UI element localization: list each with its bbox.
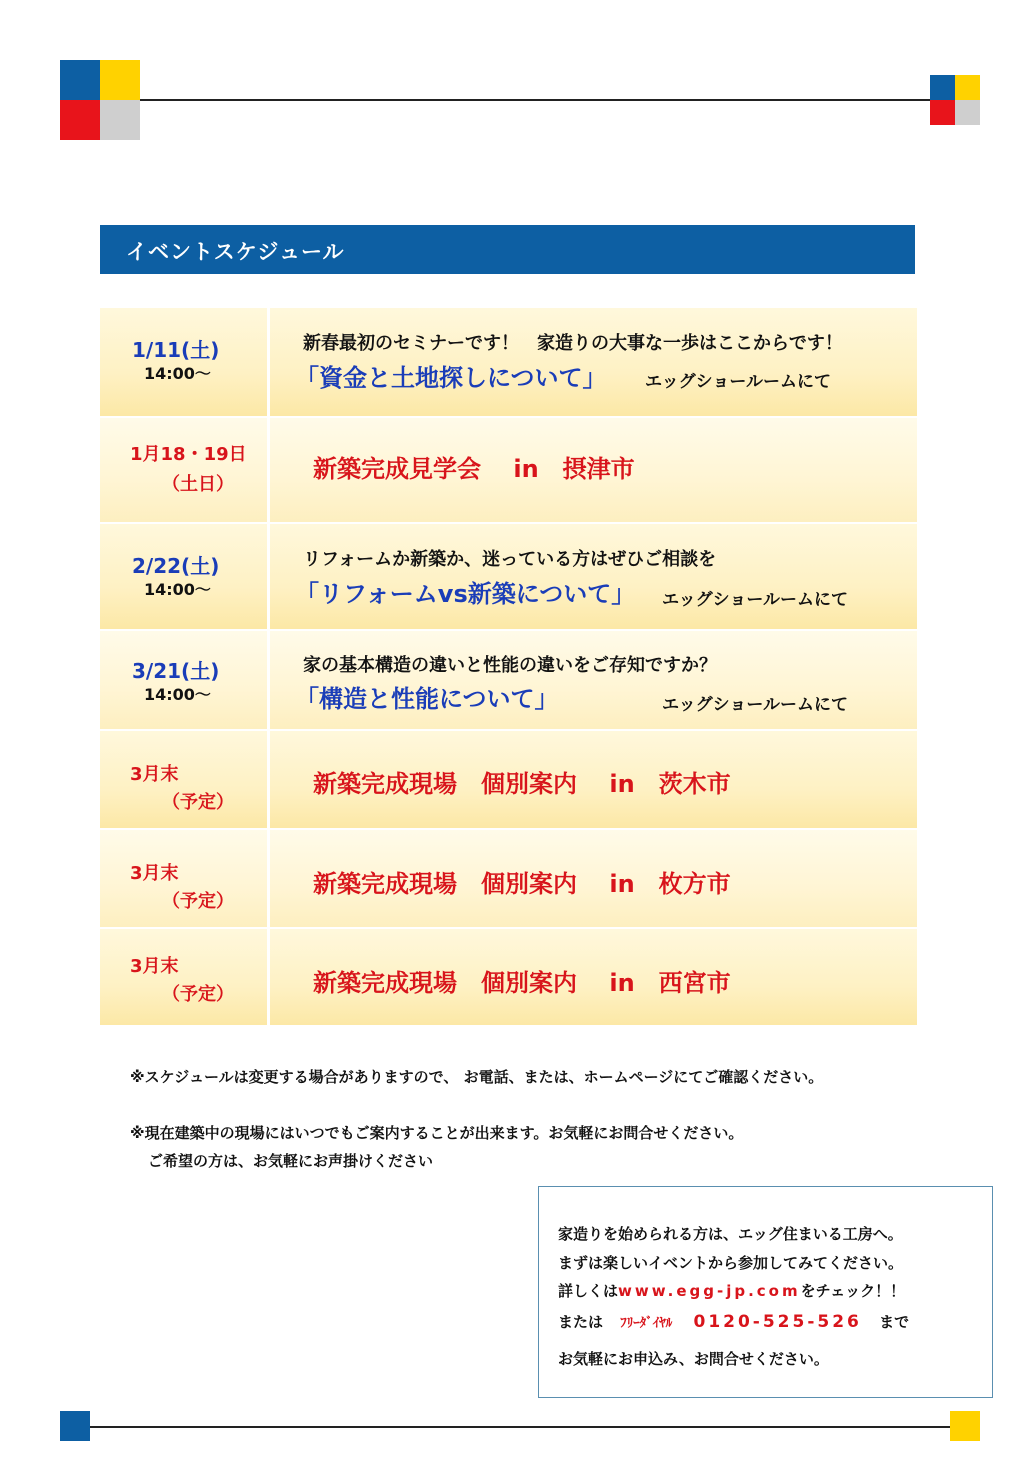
- info-line-2: まずは楽しいイベントから参加してみてください。: [558, 1254, 904, 1272]
- website-link[interactable]: www.egg-jp.com: [618, 1282, 801, 1300]
- section-title: イベントスケジュール: [126, 240, 345, 264]
- event-name: 新築完成現場 個別案内 in 枚方市: [313, 870, 731, 898]
- site-visit-note: ※現在建築中の現場にはいつでもご案内することが出来ます。お気軽にお問合せください。: [130, 1124, 744, 1142]
- row-divider: [267, 524, 270, 629]
- event-time: （予定）: [162, 984, 234, 1005]
- info-line-4-prefix: または: [558, 1313, 604, 1331]
- phone-number[interactable]: 0120-525-526: [693, 1312, 862, 1332]
- event-name: 新築完成現場 個別案内 in 西宮市: [313, 969, 731, 997]
- deco-square-gray-tr: [955, 100, 980, 125]
- top-rule: [140, 99, 930, 101]
- event-date: 1/11(土): [132, 338, 220, 362]
- event-time: （予定）: [162, 891, 234, 912]
- row-divider: [267, 731, 270, 828]
- info-box: [538, 1186, 993, 1398]
- event-date: 2/22(土): [132, 554, 220, 578]
- bottom-rule: [90, 1426, 950, 1428]
- event-description: 家の基本構造の違いと性能の違いをご存知ですか？: [303, 655, 717, 676]
- event-time: 14:00～: [144, 685, 211, 704]
- row-divider: [267, 631, 270, 729]
- schedule-note: ※スケジュールは変更する場合がありますので、 お電話、または、ホームページにてご確認ください。: [130, 1068, 824, 1086]
- info-line-3-prefix: 詳しくは: [558, 1282, 619, 1300]
- event-name: 新築完成現場 個別案内 in 茨木市: [313, 770, 731, 798]
- event-time: （土日）: [162, 474, 234, 495]
- event-title: 「リフォームvs新築について」: [295, 580, 636, 608]
- deco-square-gray-tl: [100, 100, 140, 140]
- event-venue: エッグショールームにて: [662, 695, 848, 715]
- deco-square-red-tl: [60, 100, 100, 140]
- row-divider: [267, 830, 270, 927]
- deco-square-yellow-tl: [100, 60, 140, 100]
- info-line-3-suffix: をチェック！！: [800, 1282, 906, 1300]
- info-line-5: お気軽にお申込み、お問合せください。: [558, 1350, 829, 1368]
- event-time: （予定）: [162, 792, 234, 813]
- event-title: 「資金と土地探しについて」: [295, 364, 607, 392]
- event-row-3: [100, 524, 917, 629]
- section-header: [100, 225, 915, 274]
- event-time: 14:00～: [144, 580, 211, 599]
- event-venue: エッグショールームにて: [662, 590, 848, 610]
- event-time: 14:00～: [144, 364, 211, 383]
- deco-square-yellow-tr: [955, 75, 980, 100]
- event-row-4: [100, 631, 917, 729]
- event-description: 新春最初のセミナーです！ 家造りの大事な一歩はここからです！: [303, 333, 843, 354]
- event-date: 3/21(土): [132, 659, 220, 683]
- event-description: リフォームか新築か、迷っている方はぜひご相談を: [303, 549, 717, 570]
- row-divider: [267, 418, 270, 522]
- row-divider: [267, 929, 270, 1025]
- event-venue: エッグショールームにて: [645, 372, 831, 392]
- info-line-4: [558, 1311, 909, 1332]
- event-row-2: [100, 418, 917, 522]
- event-name: 新築完成見学会 in 摂津市: [313, 455, 635, 483]
- event-date: 1月18・19日: [130, 444, 247, 465]
- info-line-1: 家造りを始められる方は、エッグ住まいる工房へ。: [558, 1225, 903, 1243]
- event-date: 3月末: [130, 764, 179, 785]
- event-date: 3月末: [130, 863, 179, 884]
- deco-square-blue-tl: [60, 60, 100, 100]
- row-divider: [267, 308, 270, 416]
- event-row-7: [100, 929, 917, 1025]
- event-title: 「構造と性能について」: [295, 685, 559, 713]
- info-line-4-suffix: まで: [879, 1313, 910, 1331]
- deco-square-red-tr: [930, 100, 955, 125]
- deco-square-blue-bl: [60, 1411, 90, 1441]
- contact-note: ご希望の方は、お気軽にお声掛けください: [148, 1152, 434, 1170]
- deco-square-blue-tr: [930, 75, 955, 100]
- freedial-label: ﾌﾘｰﾀﾞｲﾔﾙ: [620, 1316, 673, 1331]
- event-row-5: [100, 731, 917, 828]
- deco-square-yellow-br: [950, 1411, 980, 1441]
- event-row-1: [100, 308, 917, 416]
- event-row-6: [100, 830, 917, 927]
- info-line-3: [558, 1280, 905, 1301]
- event-date: 3月末: [130, 956, 179, 977]
